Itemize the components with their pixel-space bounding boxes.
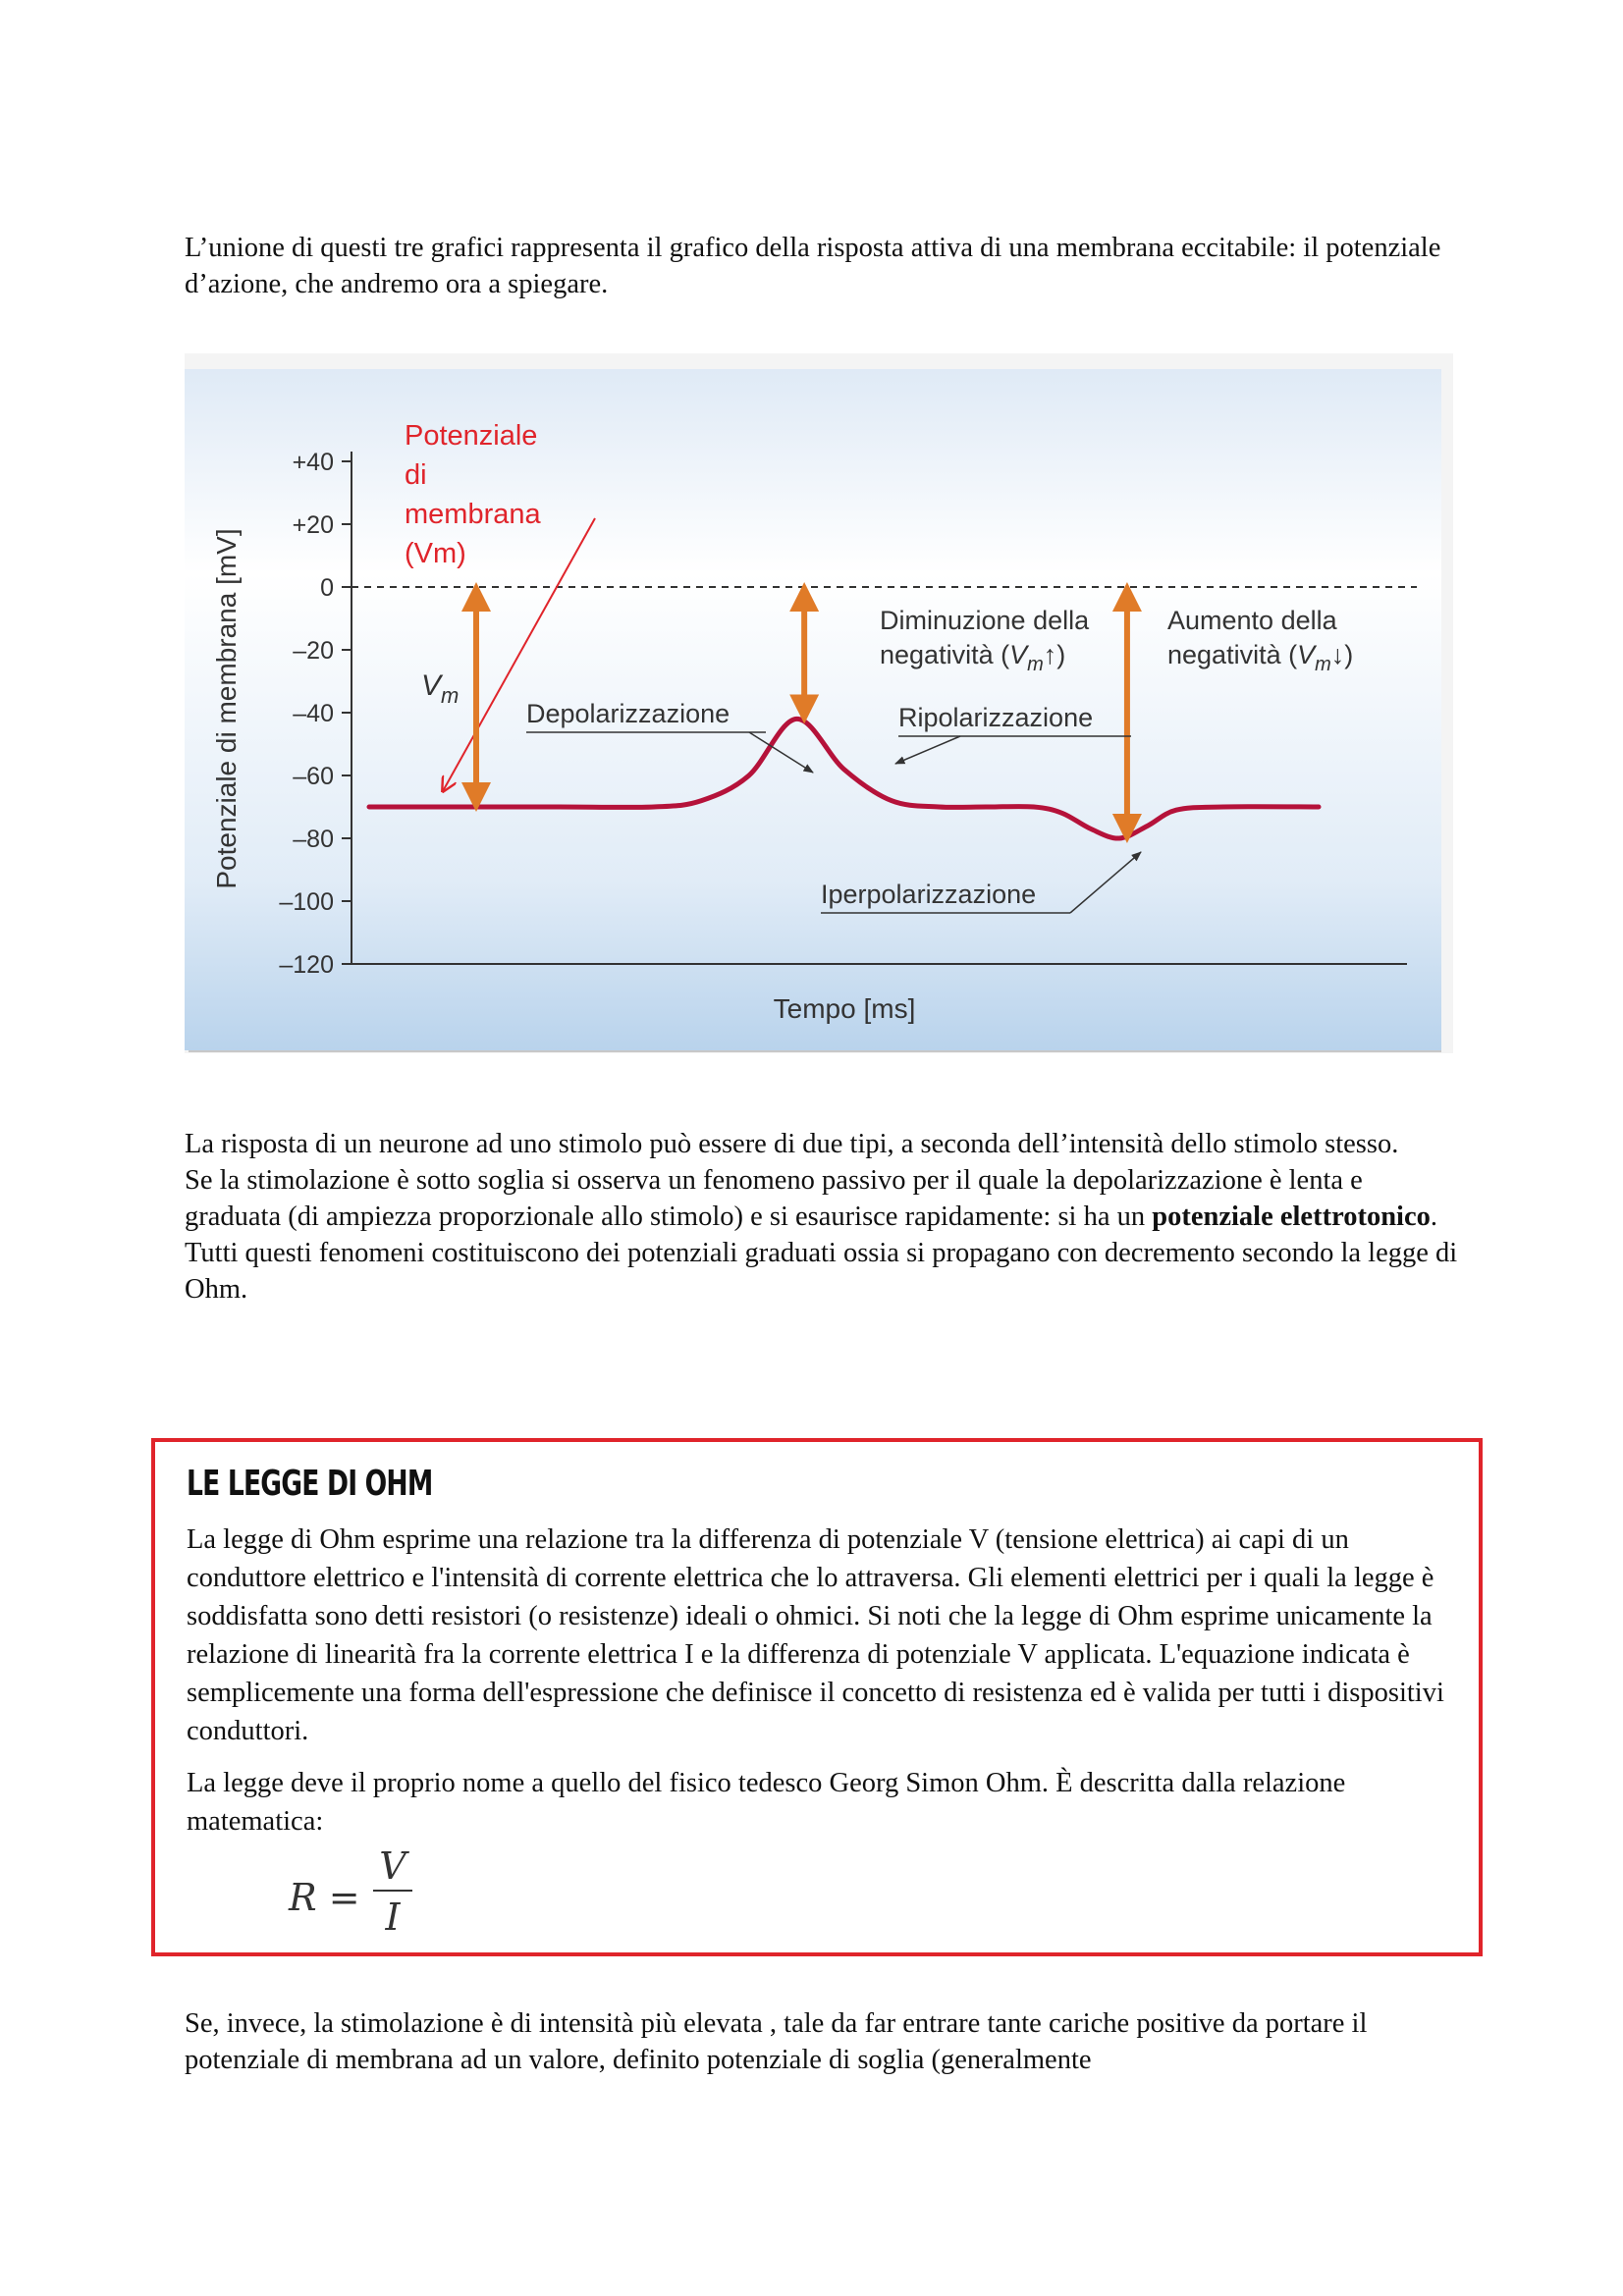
- intro-paragraph: [185, 230, 1461, 302]
- after-figure-text: [185, 1126, 1461, 1308]
- final-text: Se, invece, la stimolazione è di intensità più elevata , tale da far entrare tante cariche positive da portare il potenziale di membrana ad un valore, definito potenziale di soglia (generalmente: [185, 2008, 1368, 2075]
- vm-label: $V_m$: [421, 669, 460, 708]
- depolarization-label: Depolarizzazione: [526, 699, 730, 728]
- decrease-line-2: negatività $(V_m↑)$: [880, 640, 1066, 675]
- ohm-paragraph-1: La legge di Ohm esprime una relazione tra la differenza di potenziale V (tensione elettrica) ai capi di un conduttore elettrico e l'intensità di corrente elettrica che lo attraversa. Gli elementi elettrici per i quali la legge è soddisfatta sono detti resistori (o resistenze) ideali o ohmici. Si noti che la legge di Ohm esprime unicamente la relazione di linearità fra la corrente elettrica I e la differenza di potenziale V applicata. L'equazione indicata è semplicemente una forma dell'espressione che definisce il concetto di resistenza ed è valida per tutti i dispositivi conduttori.: [187, 1524, 1444, 1746]
- y-tick-label: +40: [292, 449, 334, 476]
- ohm-law-box: [151, 1438, 1483, 1956]
- paragraph-response-types: La risposta di un neurone ad uno stimolo può essere di due tipi, a seconda dell’intensità dello stimolo stesso.: [185, 1129, 1399, 1159]
- decrease-negativity-label: [880, 606, 1090, 675]
- y-tick-label: –60: [293, 763, 334, 790]
- callout-line-2: di: [405, 459, 427, 491]
- action-potential-figure: [185, 353, 1453, 1053]
- formula-numerator: V: [379, 1844, 406, 1888]
- formula-denominator: I: [385, 1896, 401, 1939]
- y-tick-label: –80: [293, 826, 334, 853]
- y-tick-label: –120: [279, 951, 334, 979]
- fraction-bar: [373, 1890, 412, 1892]
- hyperpolarization-label: Iperpolarizzazione: [821, 880, 1037, 909]
- y-tick-label: +20: [292, 511, 334, 539]
- paragraph-graded-potentials: Tutti questi fenomeni costituiscono dei potenziali graduati ossia si propagano con decremento secondo la legge di Ohm.: [185, 1238, 1458, 1305]
- paragraph-subthreshold: Se la stimolazione è sotto soglia si osserva un fenomeno passivo per il quale la depolarizzazione è lenta e graduata (di ampiezza proporzionale allo stimolo) e si esaurisce rapidamente: si ha un potenziale elettrotonico.: [185, 1165, 1437, 1232]
- y-tick-label: –20: [293, 637, 334, 665]
- repolarization-label: Ripolarizzazione: [898, 703, 1094, 732]
- formula-fraction: [373, 1844, 412, 1939]
- y-tick-label: 0: [320, 574, 334, 602]
- increase-line-1: Aumento della: [1167, 606, 1337, 635]
- y-tick-label: –40: [293, 700, 334, 727]
- formula-lhs: R =: [289, 1876, 360, 1919]
- increase-line-2: negatività $(V_m↓)$: [1167, 640, 1354, 675]
- ohm-paragraph-2: La legge deve il proprio nome a quello del fisico tedesco Georg Simon Ohm. È descritta dalla relazione matematica:: [187, 1768, 1346, 1837]
- intro-text: L’unione di questi tre grafici rappresenta il grafico della risposta attiva di una membrana eccitabile: il potenziale d’azione, che andremo ora a spiegare.: [185, 233, 1441, 299]
- x-axis-label: Tempo [ms]: [773, 993, 916, 1024]
- callout-line-1: Potenziale: [405, 420, 538, 452]
- callout-line-3: membrana: [405, 499, 541, 530]
- figure-background: [185, 369, 1441, 1050]
- final-paragraph: [185, 2005, 1461, 2078]
- ohm-box-title: LE LEGGE DI OHM: [187, 1464, 433, 1504]
- bold-electrotonic: potenziale elettrotonico: [1152, 1201, 1431, 1232]
- y-tick-label: –100: [279, 888, 334, 916]
- callout-line-4: (Vm): [405, 538, 466, 569]
- y-axis-label: Potenziale di membrana [mV]: [211, 528, 242, 889]
- decrease-line-1: Diminuzione della: [880, 606, 1090, 635]
